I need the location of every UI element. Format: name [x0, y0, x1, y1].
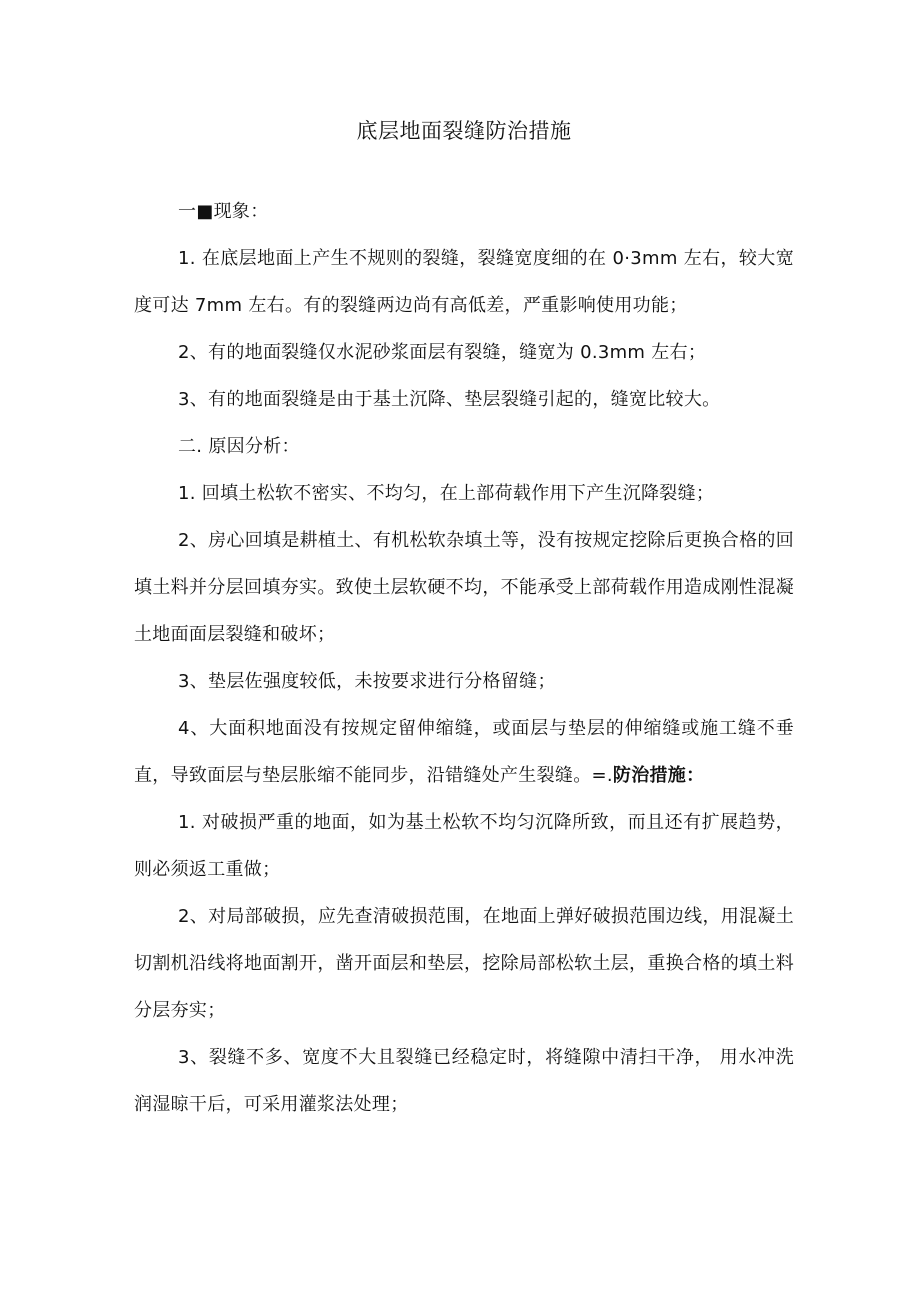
measure-item-3: 3、裂缝不多、宽度不大且裂缝已经稳定时，将缝隙中清扫干净， 用水冲洗润湿晾干后，可采用灌浆法处理；: [134, 1047, 794, 1115]
phenomenon-item-2: 2、有的地面裂缝仅水泥砂浆面层有裂缝，缝宽为 0.3mm 左右；: [178, 342, 707, 363]
cause-item-3: 3、垫层佐强度较低，未按要求进行分格留缝；: [178, 671, 556, 692]
cause-item-4: 4、大面积地面没有按规定留伸缩缝，或面层与垫层的伸缩缝或施工缝不垂直，导致面层与垫层胀缩不能同步，沿错缝处产生裂缝。=.: [134, 718, 794, 786]
section-heading-measures: 防治措施：: [612, 765, 705, 786]
measure-item-2: 2、对局部破损，应先查清破损范围，在地面上弹好破损范围边线，用混凝土切割机沿线将地面割开，凿开面层和垫层，挖除局部松软土层，重换合格的填土料分层夯实；: [134, 906, 794, 1021]
phenomenon-item-1: 1. 在底层地面上产生不规则的裂缝，裂缝宽度细的在 0·3mm 左右，较大宽度可达 7mm 左右。有的裂缝两边尚有高低差，严重影响使用功能；: [134, 248, 794, 316]
cause-item-2: 2、房心回填是耕植土、有机松软杂填土等，没有按规定挖除后更换合格的回填土料并分层回填夯实。致使土层软硬不均，不能承受上部荷载作用造成刚性混凝土地面面层裂缝和破坏；: [134, 530, 794, 645]
document-title: 底层地面裂缝防治措施: [356, 119, 572, 143]
phenomenon-item-3: 3、有的地面裂缝是由于基土沉降、垫层裂缝引起的，缝宽比较大。: [178, 389, 721, 410]
section-heading-phenomenon: 一■现象：: [178, 201, 269, 222]
cause-item-4-paragraph: [134, 705, 794, 799]
section-heading-causes: 二. 原因分析：: [178, 436, 300, 457]
cause-item-1: 1. 回填土松软不密实、不均匀，在上部荷载作用下产生沉降裂缝；: [178, 483, 715, 504]
measure-item-1: 1. 对破损严重的地面，如为基土松软不均匀沉降所致，而且还有扩展趋势，则必须返工重做；: [134, 812, 794, 880]
